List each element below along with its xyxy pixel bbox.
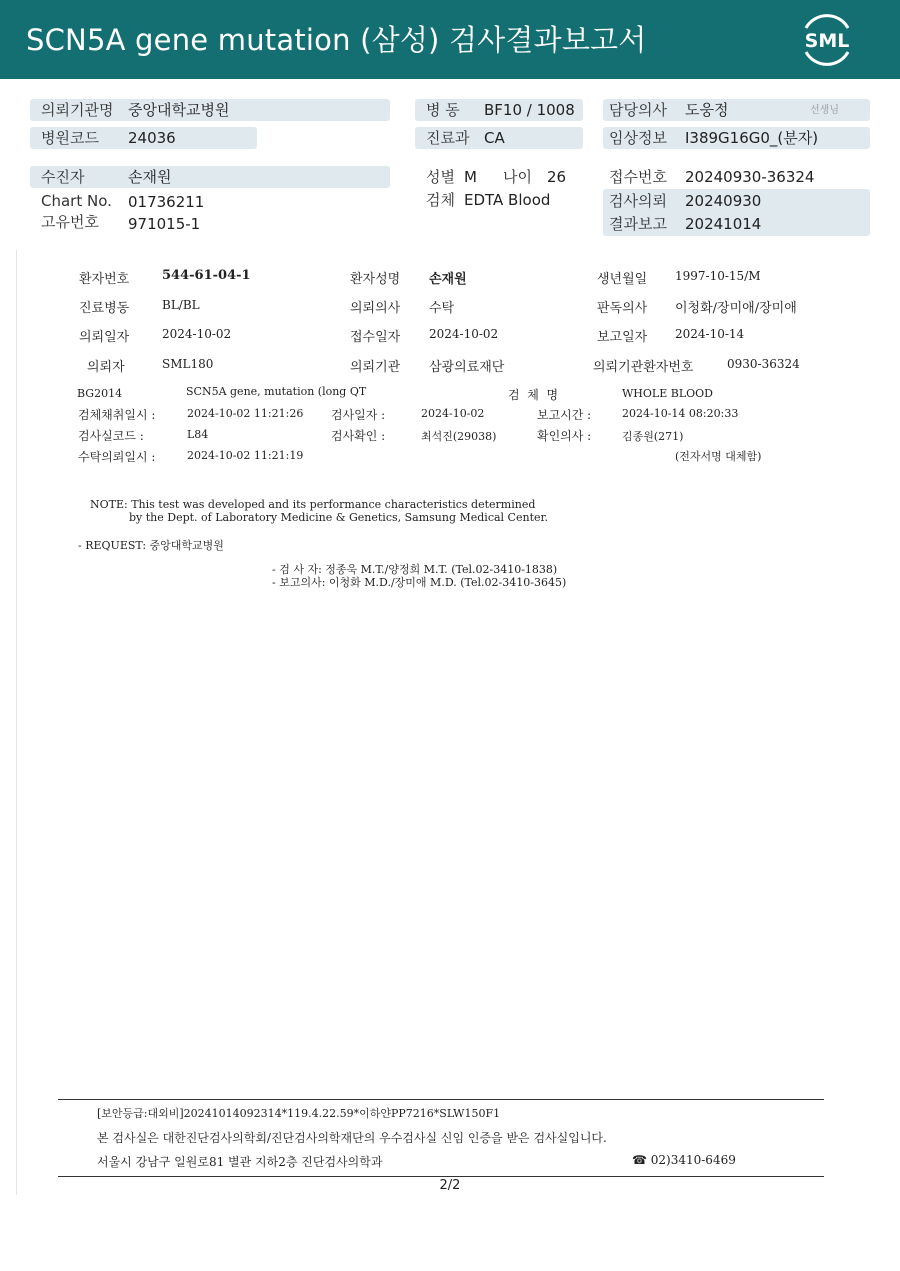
page-number: 2/2 — [439, 1178, 461, 1193]
report-test-name: SCN5A gene, mutation (long QT — [186, 385, 367, 398]
report-req-org-label: 의뢰기관 — [350, 360, 401, 375]
requesting-org-value: 중앙대학교병원 — [128, 101, 230, 119]
footer-address: 서울시 강남구 일원로81 별관 지하2층 진단검사의학과 — [97, 1155, 383, 1169]
report-specimen-name-value: WHOLE BLOOD — [622, 387, 713, 400]
report-ward-label: 진료병동 — [79, 301, 130, 316]
report-collect-label: 검체채취일시 : — [78, 408, 156, 422]
report-ward-value: BL/BL — [162, 298, 200, 312]
report-consign-value: 2024-10-02 11:21:19 — [187, 449, 304, 462]
report-report-date-label: 보고일자 — [597, 330, 648, 345]
report-dob-label: 생년월일 — [597, 272, 648, 287]
report-lab-code-label: 검사실코드 : — [78, 429, 144, 443]
test-request-label: 검사의뢰 — [609, 192, 667, 210]
specimen-value: EDTA Blood — [464, 191, 551, 209]
report-test-confirm-label: 검사확인 : — [331, 429, 386, 443]
report-specimen-name-label: 검 체 명 — [508, 388, 559, 402]
ward-label: 병 동 — [426, 101, 460, 119]
report-requester-value: SML180 — [162, 357, 214, 371]
specimen-label: 검체 — [426, 191, 455, 209]
requesting-org-label: 의뢰기관명 — [41, 101, 114, 119]
report-recv-date-label: 접수일자 — [350, 330, 401, 345]
footer-cert-line: 본 검사실은 대한진단검사의학회/진단검사의학재단의 우수검사실 신임 인증을 받은 검사실입니다. — [97, 1131, 607, 1145]
report-request-line: - REQUEST: 중앙대학교병원 — [78, 539, 224, 552]
report-req-doctor-label: 의뢰의사 — [350, 301, 401, 316]
clinical-value: I389G16G0_(분자) — [685, 129, 819, 147]
sml-logo — [796, 10, 858, 68]
ward-value: BF10 / 1008 — [484, 101, 575, 119]
report-note-line-1: NOTE: This test was developed and its performance characteristics determined — [90, 498, 536, 511]
result-report-label: 결과보고 — [609, 215, 667, 233]
dept-label: 진료과 — [426, 129, 470, 147]
report-test-code: BG2014 — [77, 387, 123, 400]
report-org-patient-no-label: 의뢰기관환자번호 — [593, 360, 694, 375]
doctor-suffix: 선생님 — [810, 105, 839, 116]
report-patient-name-label: 환자성명 — [350, 272, 401, 287]
patient-label: 수진자 — [41, 168, 85, 186]
receipt-label: 접수번호 — [609, 168, 667, 186]
age-label: 나이 — [503, 168, 532, 186]
doctor-label: 담당의사 — [609, 101, 667, 119]
receipt-value: 20240930-36324 — [685, 168, 815, 186]
doctor-value: 도웅정 — [685, 101, 729, 119]
report-reporter-line: - 보고의사: 이청화 M.D./장미애 M.D. (Tel.02-3410-3645) — [272, 576, 567, 589]
footer-security-line: [보안등급:대외비]20241014092314*119.4.22.59*이하얀PP7216*SLW150F1 — [97, 1107, 501, 1120]
report-header — [0, 0, 900, 79]
hospital-code-label: 병원코드 — [41, 129, 99, 147]
sex-label: 성별 — [426, 168, 455, 186]
footer-top-divider — [58, 1099, 824, 1100]
report-reader-value: 이청화/장미애/장미애 — [675, 301, 797, 316]
dept-value: CA — [484, 129, 505, 147]
report-recv-date-value: 2024-10-02 — [429, 327, 499, 341]
test-request-value: 20240930 — [685, 192, 762, 210]
chart-value: 01736211 — [128, 193, 205, 211]
hospital-code-value: 24036 — [128, 129, 176, 147]
report-report-date-value: 2024-10-14 — [675, 327, 745, 341]
report-test-date-label: 검사일자 : — [331, 408, 386, 422]
report-req-date-label: 의뢰일자 — [79, 330, 130, 345]
report-req-date-value: 2024-10-02 — [162, 327, 232, 341]
scanned-report-area — [16, 250, 885, 1195]
report-patient-no-value: 544-61-04-1 — [162, 268, 251, 283]
report-test-date-value: 2024-10-02 — [421, 407, 485, 420]
footer-bottom-divider — [58, 1176, 824, 1177]
unique-label: 고유번호 — [41, 213, 99, 231]
chart-label: Chart No. — [41, 192, 112, 210]
report-collect-value: 2024-10-02 11:21:26 — [187, 407, 304, 420]
report-requester-label: 의뢰자 — [87, 360, 125, 375]
report-test-confirm-value: 최석진(29038) — [421, 430, 497, 443]
report-report-time-value: 2024-10-14 08:20:33 — [622, 407, 739, 420]
report-org-patient-no-value: 0930-36324 — [727, 357, 800, 371]
report-note-line-2: by the Dept. of Laboratory Medicine & Genetics, Samsung Medical Center. — [129, 511, 549, 524]
report-consign-label: 수탁의뢰일시 : — [78, 450, 156, 464]
report-req-doctor-value: 수탁 — [429, 301, 455, 316]
report-tester-line: - 검 사 자: 정종욱 M.T./양정희 M.T. (Tel.02-3410-1838) — [272, 563, 558, 576]
report-confirm-doctor-label: 확인의사 : — [537, 429, 592, 443]
unique-value: 971015-1 — [128, 215, 201, 233]
report-lab-code-value: L84 — [187, 428, 209, 441]
report-report-time-label: 보고시간 : — [537, 408, 592, 422]
report-req-org-value: 삼광의료재단 — [429, 360, 505, 375]
clinical-label: 임상정보 — [609, 129, 667, 147]
report-esign: (전자서명 대체함) — [675, 450, 762, 463]
report-patient-no-label: 환자번호 — [79, 272, 130, 287]
report-reader-label: 판독의사 — [597, 301, 648, 316]
result-report-value: 20241014 — [685, 215, 762, 233]
patient-value: 손재원 — [128, 168, 172, 186]
footer-phone: ☎ 02)3410-6469 — [632, 1153, 736, 1167]
sex-value: M — [464, 168, 477, 186]
report-dob-value: 1997-10-15/M — [675, 269, 761, 283]
report-title: SCN5A gene mutation (삼성) 검사결과보고서 — [26, 23, 647, 57]
report-patient-name-value: 손재원 — [429, 272, 467, 287]
age-value: 26 — [547, 168, 567, 186]
logo-text: SML — [804, 30, 850, 52]
report-confirm-doctor-value: 김종원(271) — [622, 430, 684, 443]
